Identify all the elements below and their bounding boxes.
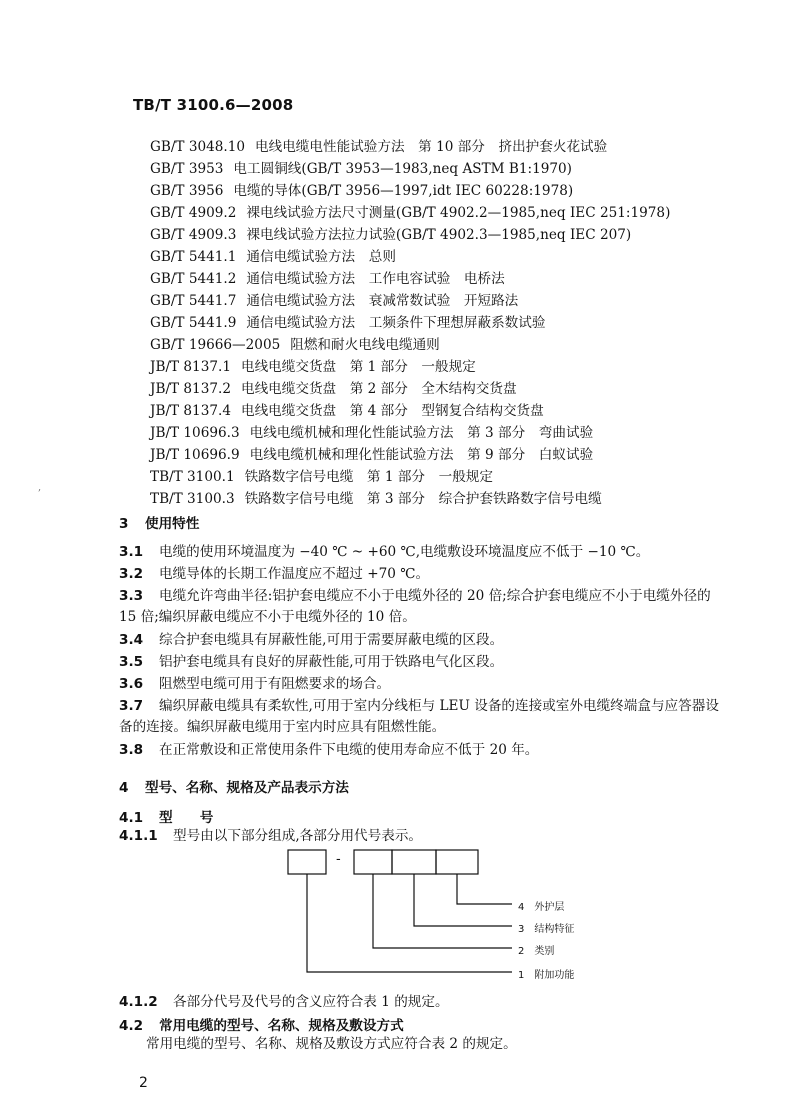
code-box-additional-function xyxy=(288,850,326,874)
reference-title: 通信电缆试验方法 工作电容试验 电桥法 xyxy=(246,271,505,287)
reference-title: 电线电缆交货盘 第 2 部分 全木结构交货盘 xyxy=(240,381,517,397)
reference-title: 通信电缆试验方法 工频条件下理想屏蔽系数试验 xyxy=(246,315,546,331)
clause-text: 电缆的使用环境温度为 −40 ℃ ~ +60 ℃,电缆敷设环境温度应不低于 −10 ℃。 xyxy=(159,544,650,560)
clause-number: 3.8 xyxy=(119,742,144,758)
reference-code: GB/T 3956 xyxy=(150,183,224,199)
clause-title: 常用电缆的型号、名称、规格及敷设方式 xyxy=(159,1018,404,1034)
section-3-heading xyxy=(119,512,199,532)
clause-text: 在正常敷设和正常使用条件下电缆的使用寿命应不低于 20 年。 xyxy=(159,742,539,758)
clause-text: 电缆允许弯曲半径:铝护套电缆应不小于电缆外径的 20 倍;综合护套电缆应不小于电缆外径的 xyxy=(159,588,711,604)
reference-item xyxy=(150,444,770,466)
normative-references-list xyxy=(150,136,770,510)
reference-item xyxy=(150,158,770,180)
reference-code: JB/T 8137.2 xyxy=(150,381,231,397)
reference-code: JB/T 8137.1 xyxy=(150,359,231,375)
reference-item xyxy=(150,268,770,290)
reference-code: GB/T 5441.1 xyxy=(150,249,237,265)
clause-3-7 xyxy=(119,696,755,718)
clause-3-2 xyxy=(119,564,755,586)
clause-3-6 xyxy=(119,674,755,696)
reference-item xyxy=(150,378,770,400)
code-box-outer-sheath xyxy=(436,850,478,874)
reference-code: JB/T 10696.3 xyxy=(150,425,240,441)
clause-number: 4.1.2 xyxy=(119,994,158,1010)
clause-4-1-1 xyxy=(119,826,755,848)
clause-3-3 xyxy=(119,586,755,608)
clause-3-7-continuation: 备的连接。编织屏蔽电缆用于室内时应具有阻燃性能。 xyxy=(119,719,446,735)
reference-code: GB/T 19666—2005 xyxy=(150,337,281,353)
clause-number: 3.5 xyxy=(119,654,144,670)
reference-item xyxy=(150,466,770,488)
reference-title: 电线电缆机械和理化性能试验方法 第 9 部分 白蚁试验 xyxy=(249,447,594,463)
page-number: 2 xyxy=(139,1075,148,1091)
clause-number: 4.2 xyxy=(119,1018,144,1034)
section-title: 型号、名称、规格及产品表示方法 xyxy=(145,780,349,796)
reference-item xyxy=(150,400,770,422)
reference-code: GB/T 3048.10 xyxy=(150,139,246,155)
reference-item xyxy=(150,290,770,312)
reference-item xyxy=(150,334,770,356)
reference-code: GB/T 5441.9 xyxy=(150,315,237,331)
clause-text: 各部分代号及代号的含义应符合表 1 的规定。 xyxy=(173,994,449,1010)
diagram-label-category: 2 类别 xyxy=(518,946,555,957)
clause-number: 4.1.1 xyxy=(119,828,158,844)
clause-4-1-heading xyxy=(119,806,213,826)
clause-text: 阻燃型电缆可用于有阻燃要求的场合。 xyxy=(159,676,391,692)
reference-item xyxy=(150,422,770,444)
clause-title: 型 号 xyxy=(159,810,214,826)
reference-title: 裸电线试验方法尺寸测量(GB/T 4902.2—1985,neq IEC 251:1978) xyxy=(246,205,671,221)
code-separator-dash: - xyxy=(336,852,341,867)
reference-item xyxy=(150,224,770,246)
leader-line-2 xyxy=(373,874,512,948)
section-number: 4 xyxy=(119,780,129,796)
reference-item xyxy=(150,246,770,268)
reference-code: GB/T 5441.2 xyxy=(150,271,237,287)
leader-line-3 xyxy=(414,874,512,926)
reference-code: GB/T 4909.3 xyxy=(150,227,237,243)
reference-item xyxy=(150,136,770,158)
reference-code: GB/T 3953 xyxy=(150,161,224,177)
clause-number: 3.3 xyxy=(119,588,144,604)
reference-item xyxy=(150,356,770,378)
reference-title: 阻燃和耐火电线电缆通则 xyxy=(290,337,440,353)
clause-text: 编织屏蔽电缆具有柔软性,可用于室内分线柜与 LEU 设备的连接或室外电缆终端盒与应答器设 xyxy=(159,698,719,714)
clause-4-2-heading xyxy=(119,1014,404,1034)
leader-line-1 xyxy=(307,874,512,972)
reference-title: 电线电缆电性能试验方法 第 10 部分 挤出护套火花试验 xyxy=(255,139,608,155)
diagram-label-structure: 3 结构特征 xyxy=(518,924,575,935)
reference-item xyxy=(150,202,770,224)
section-title: 使用特性 xyxy=(145,516,200,532)
scan-mark: , xyxy=(38,482,42,493)
clause-4-1-2 xyxy=(119,992,755,1014)
clause-number: 3.4 xyxy=(119,632,144,648)
section-4-heading xyxy=(119,776,349,796)
reference-code: GB/T 4909.2 xyxy=(150,205,237,221)
reference-title: 电缆的导体(GB/T 3956—1997,idt IEC 60228:1978) xyxy=(233,183,574,199)
clause-3-1 xyxy=(119,542,755,564)
clause-number: 3.2 xyxy=(119,566,144,582)
reference-code: JB/T 10696.9 xyxy=(150,447,240,463)
clause-3-4 xyxy=(119,630,755,652)
reference-title: 通信电缆试验方法 衰减常数试验 开短路法 xyxy=(246,293,519,309)
reference-title: 铁路数字信号电缆 第 3 部分 综合护套铁路数字信号电缆 xyxy=(244,491,602,507)
model-code-diagram xyxy=(280,848,600,988)
clause-number: 3.7 xyxy=(119,698,144,714)
reference-title: 铁路数字信号电缆 第 1 部分 一般规定 xyxy=(244,469,493,485)
reference-code: GB/T 5441.7 xyxy=(150,293,237,309)
clause-number: 3.6 xyxy=(119,676,144,692)
clause-3-5 xyxy=(119,652,755,674)
clause-4-2-text: 常用电缆的型号、名称、规格及敷设方式应符合表 2 的规定。 xyxy=(146,1036,517,1052)
reference-code: TB/T 3100.1 xyxy=(150,469,235,485)
reference-title: 电线电缆交货盘 第 1 部分 一般规定 xyxy=(240,359,476,375)
document-id: TB/T 3100.6—2008 xyxy=(133,96,294,114)
reference-code: TB/T 3100.3 xyxy=(150,491,235,507)
reference-code: JB/T 8137.4 xyxy=(150,403,231,419)
clause-text: 铝护套电缆具有良好的屏蔽性能,可用于铁路电气化区段。 xyxy=(159,654,504,670)
reference-item xyxy=(150,312,770,334)
leader-line-4 xyxy=(457,874,512,904)
reference-title: 电工圆铜线(GB/T 3953—1983,neq ASTM B1:1970) xyxy=(233,161,572,177)
section-number: 3 xyxy=(119,516,129,532)
code-box-structure xyxy=(392,850,436,874)
clause-text: 电缆导体的长期工作温度应不超过 +70 ℃。 xyxy=(159,566,430,582)
clause-number: 4.1 xyxy=(119,810,144,826)
reference-title: 电线电缆机械和理化性能试验方法 第 3 部分 弯曲试验 xyxy=(249,425,594,441)
diagram-label-additional-function: 1 附加功能 xyxy=(518,970,575,981)
diagram-label-outer-sheath: 4 外护层 xyxy=(518,902,565,913)
code-box-category xyxy=(354,850,392,874)
clause-text: 型号由以下部分组成,各部分用代号表示。 xyxy=(173,828,423,844)
clause-text: 综合护套电缆具有屏蔽性能,可用于需要屏蔽电缆的区段。 xyxy=(159,632,504,648)
reference-title: 通信电缆试验方法 总则 xyxy=(246,249,396,265)
clause-3-8 xyxy=(119,740,755,762)
reference-item xyxy=(150,488,770,510)
clause-number: 3.1 xyxy=(119,544,144,560)
clause-3-3-continuation: 15 倍;编织屏蔽电缆应不小于电缆外径的 10 倍。 xyxy=(119,609,416,625)
reference-item xyxy=(150,180,770,202)
reference-title: 电线电缆交货盘 第 4 部分 型钢复合结构交货盘 xyxy=(240,403,544,419)
reference-title: 裸电线试验方法拉力试验(GB/T 4902.3—1985,neq IEC 207) xyxy=(246,227,632,243)
